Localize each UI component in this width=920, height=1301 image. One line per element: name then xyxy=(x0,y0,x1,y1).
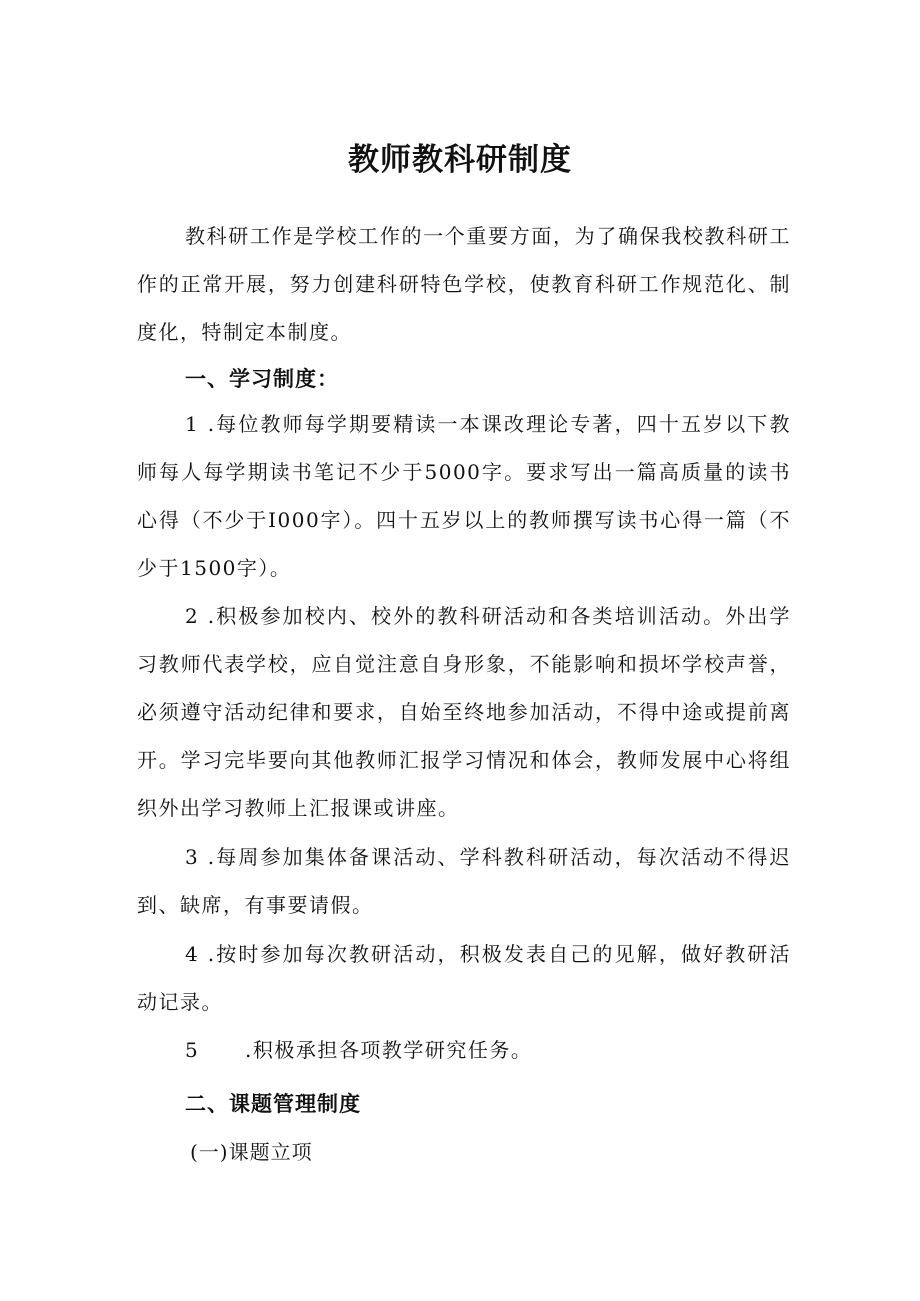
section-heading-project-management: 二、课题管理制度 xyxy=(185,1092,361,1116)
study-item-5-text: .积极承担各项教学研究任务。 xyxy=(245,1038,533,1062)
study-item-2: 2 .积极参加校内、校外的教科研活动和各类培训活动。外出学习教师代表学校，应自觉注意自身形象，不能影响和损坏学校声誉，必须遵守活动纪律和要求，自始至终地参加活动，不得中途或提前离开。学习完毕要向其他教师汇报学习情况和体会，教师发展中心将组织外出学习教师上汇报课或讲座。 xyxy=(137,604,791,820)
section-heading-study: 一、学习制度： xyxy=(185,367,339,391)
study-item-3: 3 .每周参加集体备课活动、学科教科研活动，每次活动不得迟到、缺席，有事要请假。 xyxy=(137,845,791,917)
study-item-1: 1 .每位教师每学期要精读一本课改理论专著，四十五岁以下教师每人每学期读书笔记不少于5000字。要求写出一篇高质量的读书心得（不少于I000字）。四十五岁以上的教师撰写读书心得一篇（不少于1500字）。 xyxy=(137,412,791,580)
document-title: 教师教科研制度 xyxy=(348,142,572,178)
study-item-5-number: 5 xyxy=(185,1038,200,1062)
study-item-5 xyxy=(137,1026,791,1074)
intro-paragraph: 教科研工作是学校工作的一个重要方面，为了确保我校教科研工作的正常开展，努力创建科研特色学校，使教育科研工作规范化、制度化，特制定本制度。 xyxy=(137,224,791,344)
subsection-heading-project-approval: (一)课题立项 xyxy=(190,1140,313,1164)
study-item-4: 4 .按时参加每次教研活动，积极发表自己的见解，做好教研活动记录。 xyxy=(137,942,791,1014)
